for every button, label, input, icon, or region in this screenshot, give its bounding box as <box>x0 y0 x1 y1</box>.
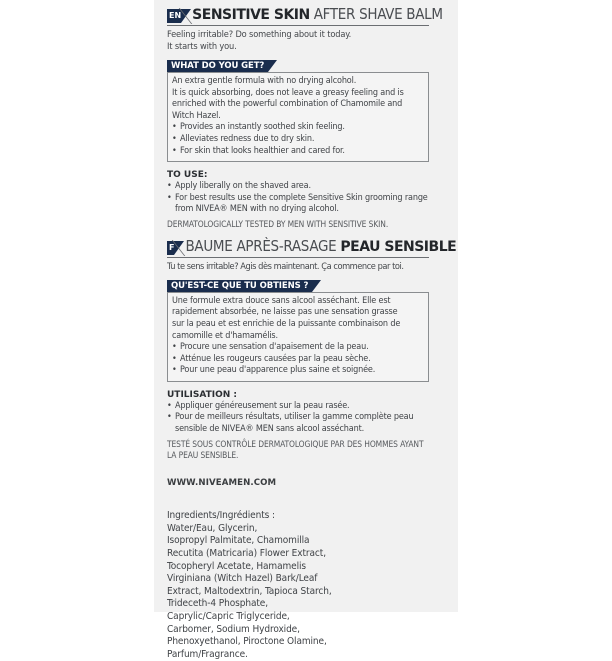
description-line: It is quick absorbing, does not leave a greasy feeling and is <box>172 87 404 98</box>
french-title-light: BAUME APRÈS-RASAGE <box>185 236 337 255</box>
ingredient-line: Tocopheryl Acetate, Hamamelis <box>167 560 306 572</box>
ingredient-line: Water/Eau, Glycerin, <box>167 522 258 534</box>
to-use-item: • Apply liberally on the shaved area. <box>167 181 429 192</box>
benefit-item: • Provides an instantly soothed skin feeling. <box>172 122 423 134</box>
utilisation-item: • Pour de meilleurs résultats, utiliser la gamme complète peau sensible de NIVEA® MEN sans alcool asséchant. <box>167 412 429 435</box>
english-title-bold: SENSITIVE SKIN <box>192 7 310 23</box>
description-line: Une formule extra douce sans alcool asséchant. Elle est <box>172 295 391 306</box>
utilisation-item: • Appliquer généreusement sur la peau rasée. <box>167 401 429 412</box>
english-title-light: AFTER SHAVE BALM <box>313 5 443 23</box>
english-section <box>167 0 443 230</box>
ingredient-line: Phenoxyethanol, Piroctone Olamine, <box>167 636 327 648</box>
french-header <box>167 236 457 258</box>
tagline-line: Tu te sens irritable? Agis dès maintenant. Ça commence par toi. <box>167 260 404 272</box>
benefit-item: • Pour une peau d'apparence plus saine et soignée. <box>172 365 423 377</box>
label-content <box>167 0 457 661</box>
description-line: camomille et d'hamamélis. <box>172 330 278 341</box>
to-use-list <box>167 181 429 215</box>
description-line: Witch Hazel. <box>172 110 221 121</box>
description-line: An extra gentle formula with no drying alcohol. <box>172 76 357 86</box>
english-title <box>192 4 443 25</box>
ingredient-line: Extract, Maltodextrin, Tapioca Starch, <box>167 585 332 597</box>
english-benefits-box <box>167 72 429 162</box>
french-title-bold: PEAU SENSIBLE <box>340 238 457 255</box>
french-benefits-box <box>167 292 429 382</box>
ingredient-line: Recutita (Matricaria) Flower Extract, <box>167 548 326 560</box>
ingredient-line: Isopropyl Palmitate, Chamomilla <box>167 535 310 547</box>
utilisation-heading: UTILISATION : <box>167 390 238 401</box>
description-line: rapidement absorbée, ne laisse pas une sensation grasse <box>172 307 398 318</box>
ingredients-list <box>167 510 429 661</box>
benefit-item: • Alleviates redness due to dry skin. <box>172 134 423 146</box>
description-line: enriched with the powerful combination of Chamomile and <box>172 99 403 110</box>
to-use-heading: TO USE: <box>167 170 208 181</box>
english-header <box>167 4 443 26</box>
ingredient-line: Caprylic/Capric Triglyceride, <box>167 611 290 622</box>
dermatology-note-fr: TESTÉ SOUS CONTRÔLE DERMATOLOGIQUE PAR DES HOMMES AYANT LA PEAU SENSIBLE. <box>167 439 424 460</box>
dermatology-note: DERMATOLOGICALLY TESTED BY MEN WITH SENSITIVE SKIN. <box>167 219 389 230</box>
ingredient-line: Parfum/Fragrance. <box>167 648 248 660</box>
tagline-line: It starts with you. <box>167 41 237 52</box>
ingredient-line: Trideceth-4 Phosphate, <box>167 598 268 610</box>
language-tab-fr: F <box>167 241 174 255</box>
french-title <box>185 236 456 257</box>
french-tagline <box>167 261 429 273</box>
ingredients-heading: Ingredients/Ingrédients : <box>167 510 275 522</box>
what-do-you-get-tab: WHAT DO YOU GET? <box>167 60 268 72</box>
language-tab-en: EN <box>167 9 181 23</box>
benefit-item: • Atténue les rougeurs causées par la peau sèche. <box>172 354 423 366</box>
benefits-list <box>172 342 423 377</box>
description-line: sur la peau et est enrichie de la puissante combinaison de <box>172 319 401 330</box>
benefit-item: • Procure une sensation d'apaisement de la peau. <box>172 342 423 354</box>
benefits-list <box>172 122 423 157</box>
product-label-panel <box>154 0 458 660</box>
english-tagline <box>167 29 429 53</box>
ingredient-line: Carbomer, Sodium Hydroxide, <box>167 623 300 635</box>
french-section <box>167 236 457 460</box>
ingredient-line: Virginiana (Witch Hazel) Bark/Leaf <box>167 573 318 585</box>
benefit-item: • For skin that looks healthier and cared for. <box>172 146 423 158</box>
quest-ce-que-tu-obtiens-tab: QU'EST-CE QUE TU OBTIENS ? <box>167 280 312 292</box>
website-link: WWW.NIVEAMEN.COM <box>167 478 277 489</box>
utilisation-list <box>167 401 429 435</box>
tagline-line: Feeling irritable? Do something about it today. <box>167 29 352 40</box>
to-use-item: • For best results use the complete Sensitive Skin grooming range from NIVEA® MEN with no drying alcohol. <box>167 193 429 216</box>
